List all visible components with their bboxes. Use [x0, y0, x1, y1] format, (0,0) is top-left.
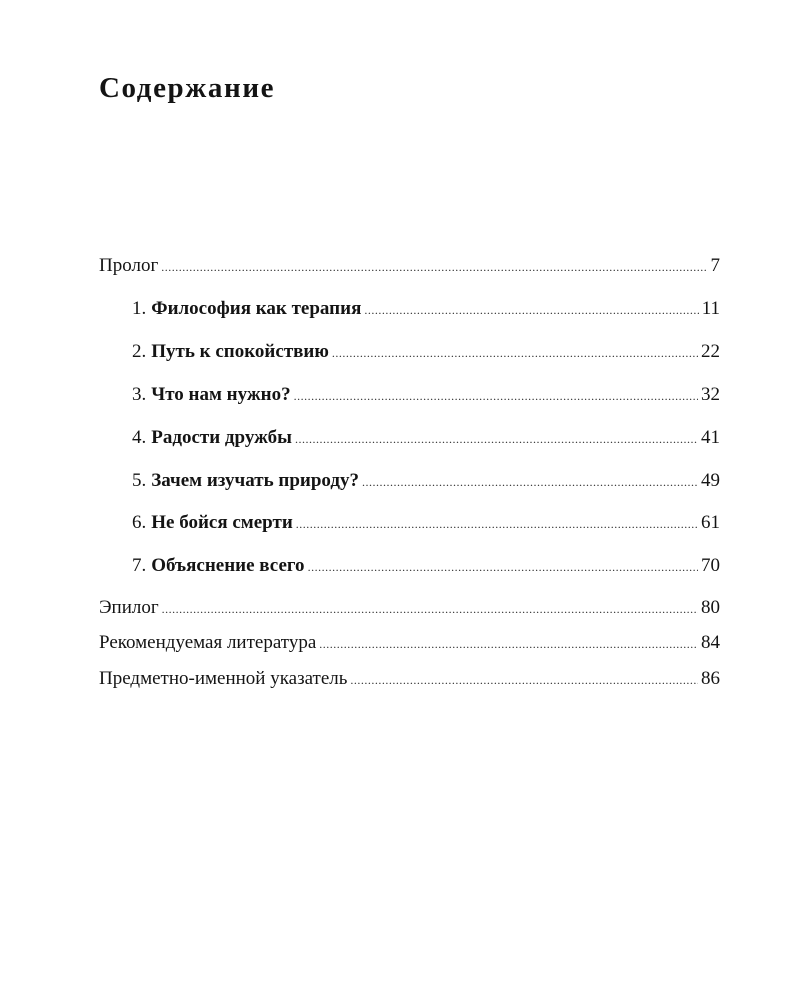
toc-entry-page: 80: [701, 597, 720, 618]
toc-entry-chapter-4: [132, 426, 720, 451]
dot-leader: [162, 597, 698, 621]
chapter-title: Философия как терапия: [151, 298, 362, 319]
toc-entry-page: 84: [701, 632, 720, 653]
chapter-page: 32: [701, 384, 720, 405]
dot-leader: [294, 384, 698, 408]
dot-leader: [161, 255, 707, 279]
dot-leader: [295, 427, 698, 451]
dot-leader: [296, 512, 698, 536]
toc-entry-index: [99, 667, 720, 692]
chapter-number: 2.: [132, 341, 147, 362]
chapter-title: Что нам нужно?: [151, 384, 291, 405]
toc-entry-epilogue: [99, 596, 720, 621]
chapter-number: 3.: [132, 384, 147, 405]
chapter-number: 5.: [132, 470, 147, 491]
chapter-title: Не бойся смерти: [151, 512, 293, 533]
chapter-number: 1.: [132, 298, 147, 319]
chapter-title: Объяснение всего: [151, 555, 305, 576]
chapter-number: 4.: [132, 427, 147, 448]
toc-entry-title: Предметно-именной указатель: [99, 668, 348, 689]
chapter-page: 70: [701, 555, 720, 576]
toc-entry-page: 86: [701, 668, 720, 689]
dot-leader: [362, 470, 698, 494]
chapter-page: 11: [701, 298, 720, 319]
chapter-number: 7.: [132, 555, 147, 576]
chapter-title: Радости дружбы: [151, 427, 292, 448]
dot-leader: [308, 555, 698, 579]
chapter-number: 6.: [132, 512, 147, 533]
chapter-title: Зачем изучать природу?: [151, 470, 359, 491]
toc-entry-page: 7: [710, 255, 720, 276]
chapter-page: 49: [701, 470, 720, 491]
dot-leader: [332, 341, 698, 365]
dot-leader: [350, 668, 698, 692]
toc-entry-chapter-3: [132, 383, 720, 408]
chapter-page: 41: [701, 427, 720, 448]
page-title: Содержание: [99, 72, 276, 104]
toc-entry-title: Рекомендуемая литература: [99, 632, 317, 653]
toc-entry-chapter-1: [132, 297, 720, 322]
toc-entry-chapter-7: [132, 554, 720, 579]
toc-entry-recommended-reading: [99, 631, 720, 656]
toc-entry-title: Пролог: [99, 255, 159, 276]
chapter-page: 22: [701, 341, 720, 362]
toc-entry-chapter-6: [132, 511, 720, 536]
toc-entry-title: Эпилог: [99, 597, 159, 618]
chapter-page: 61: [701, 512, 720, 533]
toc-entry-prologue: [99, 254, 720, 279]
toc-entry-chapter-2: [132, 340, 720, 365]
toc-entry-chapter-5: [132, 469, 720, 494]
dot-leader: [319, 632, 698, 656]
dot-leader: [364, 298, 698, 322]
chapter-title: Путь к спокойствию: [151, 341, 329, 362]
